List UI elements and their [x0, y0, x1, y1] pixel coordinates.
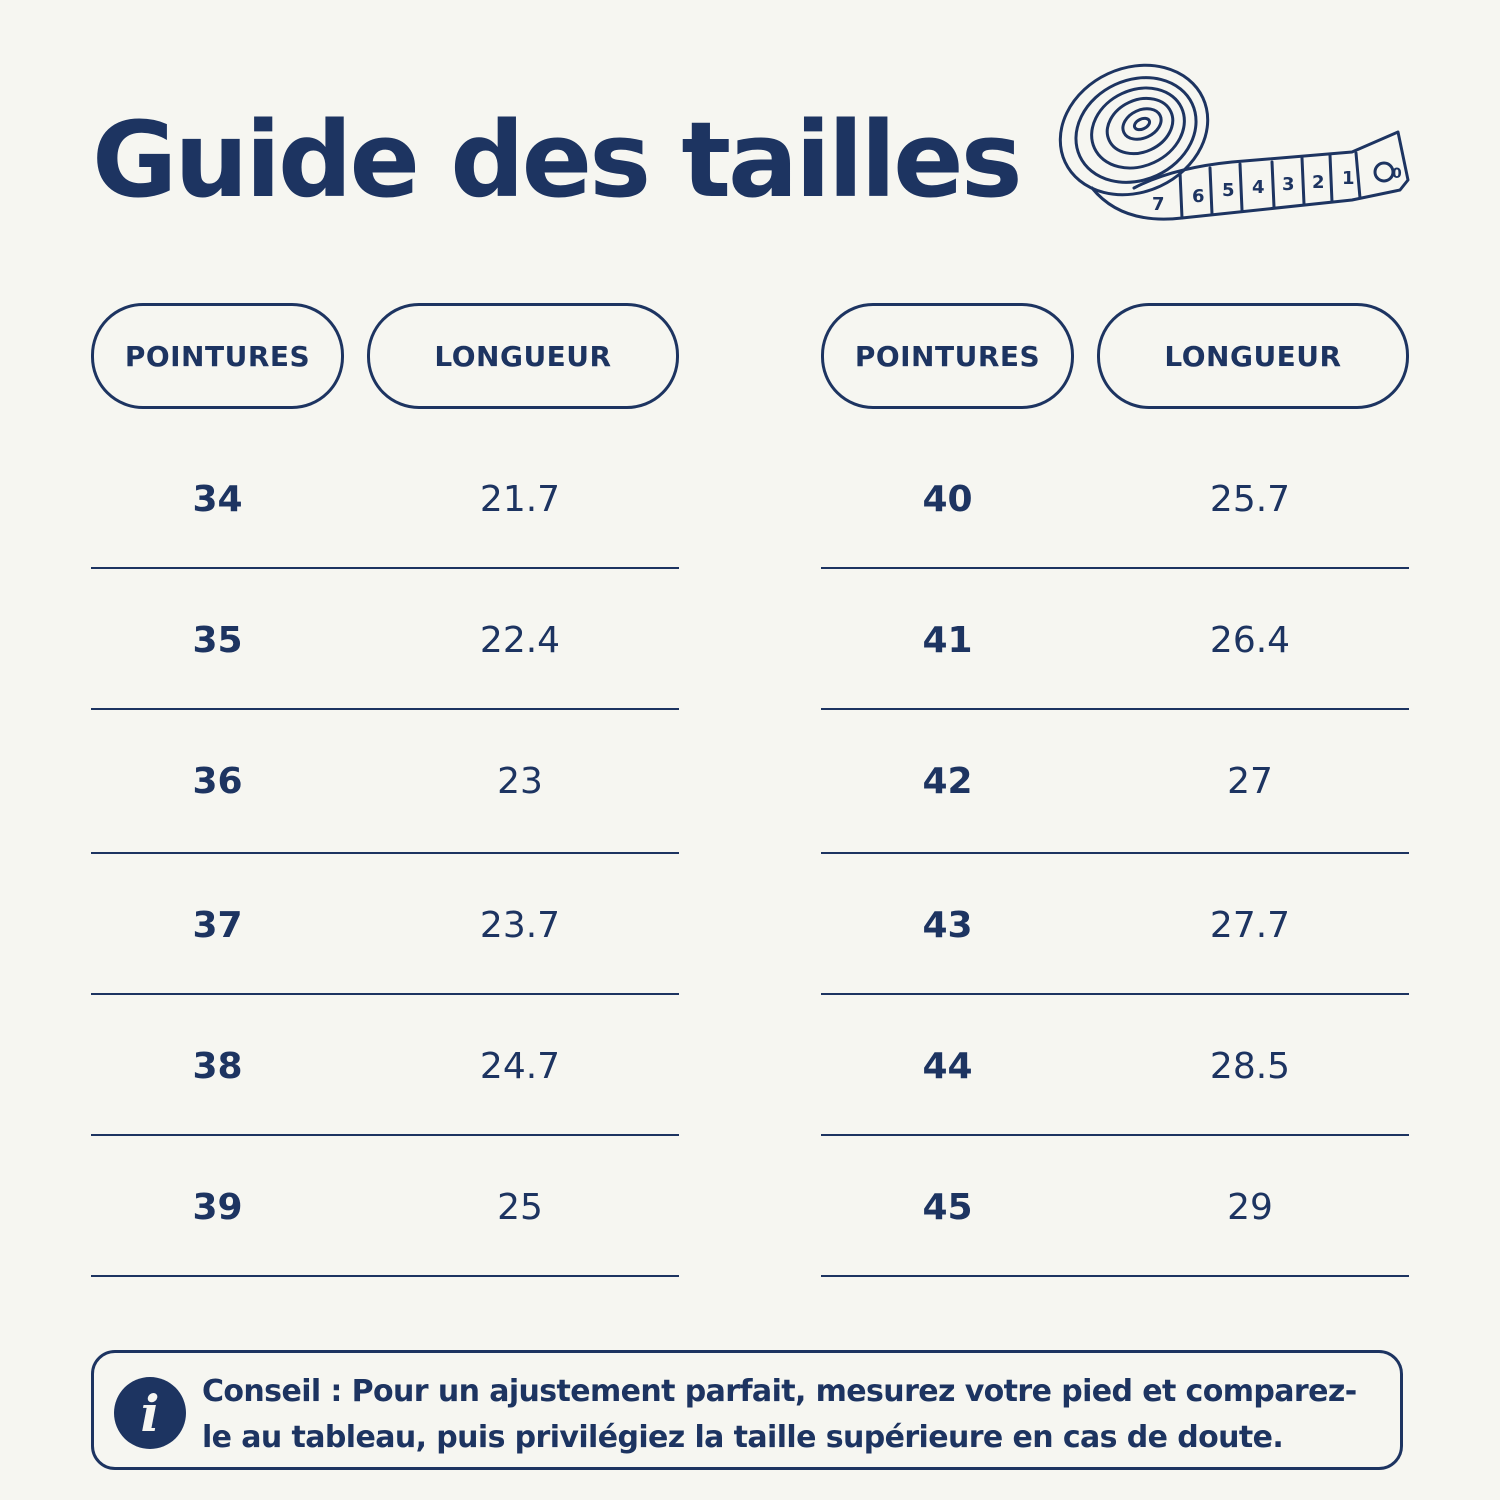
- tip-text: Conseil : Pour un ajustement parfait, mesurez votre pied et comparez-le au tableau, puis privilégiez la taille supérieure en cas de doute.: [202, 1374, 1357, 1455]
- length-cell: 23.7: [479, 904, 561, 946]
- size-table-left: [91, 303, 679, 1228]
- size-cell: 38: [192, 1045, 243, 1087]
- table-row: [821, 995, 1409, 1136]
- length-cell: 24.7: [479, 1045, 561, 1087]
- header-longueur: LONGUEUR: [1097, 303, 1409, 409]
- length-cell: 26.4: [1209, 619, 1291, 661]
- measuring-tape-icon: [1052, 50, 1414, 235]
- tape-number: 5: [1222, 180, 1235, 201]
- table-row: [821, 428, 1409, 569]
- table-header: [821, 303, 1409, 409]
- info-icon: i: [114, 1377, 186, 1449]
- size-cell: 41: [922, 619, 973, 661]
- header-longueur: LONGUEUR: [367, 303, 679, 409]
- table-row: [91, 710, 679, 854]
- page-title: Guide des tailles: [92, 99, 1020, 221]
- length-cell: 22.4: [479, 619, 561, 661]
- size-cell: 39: [192, 1186, 243, 1228]
- length-cell: 28.5: [1209, 1045, 1291, 1087]
- tape-number: 7: [1152, 194, 1165, 215]
- size-cell: 37: [192, 904, 243, 946]
- length-cell: 25: [497, 1186, 543, 1228]
- size-cell: 42: [922, 760, 973, 802]
- header-pointures: POINTURES: [91, 303, 344, 409]
- tip-box: [91, 1350, 1403, 1470]
- size-cell: 45: [922, 1186, 973, 1228]
- length-cell: 27: [1227, 760, 1273, 802]
- tape-number: 4: [1252, 177, 1265, 198]
- length-cell: 21.7: [479, 478, 561, 520]
- length-cell: 27.7: [1209, 904, 1291, 946]
- size-cell: 36: [192, 760, 243, 802]
- length-cell: 25.7: [1209, 478, 1291, 520]
- table-row: [821, 854, 1409, 995]
- table-row: [91, 854, 679, 995]
- size-cell: 35: [192, 619, 243, 661]
- tape-number: 1: [1342, 168, 1355, 189]
- length-cell: 23: [497, 760, 543, 802]
- header-pointures: POINTURES: [821, 303, 1074, 409]
- table-row: [91, 995, 679, 1136]
- size-cell: 44: [922, 1045, 973, 1087]
- size-cell: 43: [922, 904, 973, 946]
- tape-number: 6: [1192, 186, 1205, 207]
- length-cell: 29: [1227, 1186, 1273, 1228]
- table-row: [821, 710, 1409, 854]
- size-table-right: [821, 303, 1409, 1228]
- tape-number: 0: [1392, 166, 1402, 182]
- table-row: [821, 1136, 1409, 1277]
- table-row: [91, 428, 679, 569]
- tape-number: 2: [1312, 172, 1325, 193]
- tape-number: 3: [1282, 174, 1295, 195]
- size-cell: 40: [922, 478, 973, 520]
- size-cell: 34: [192, 478, 243, 520]
- table-row: [91, 569, 679, 710]
- table-header: [91, 303, 679, 409]
- table-row: [91, 1136, 679, 1277]
- table-row: [821, 569, 1409, 710]
